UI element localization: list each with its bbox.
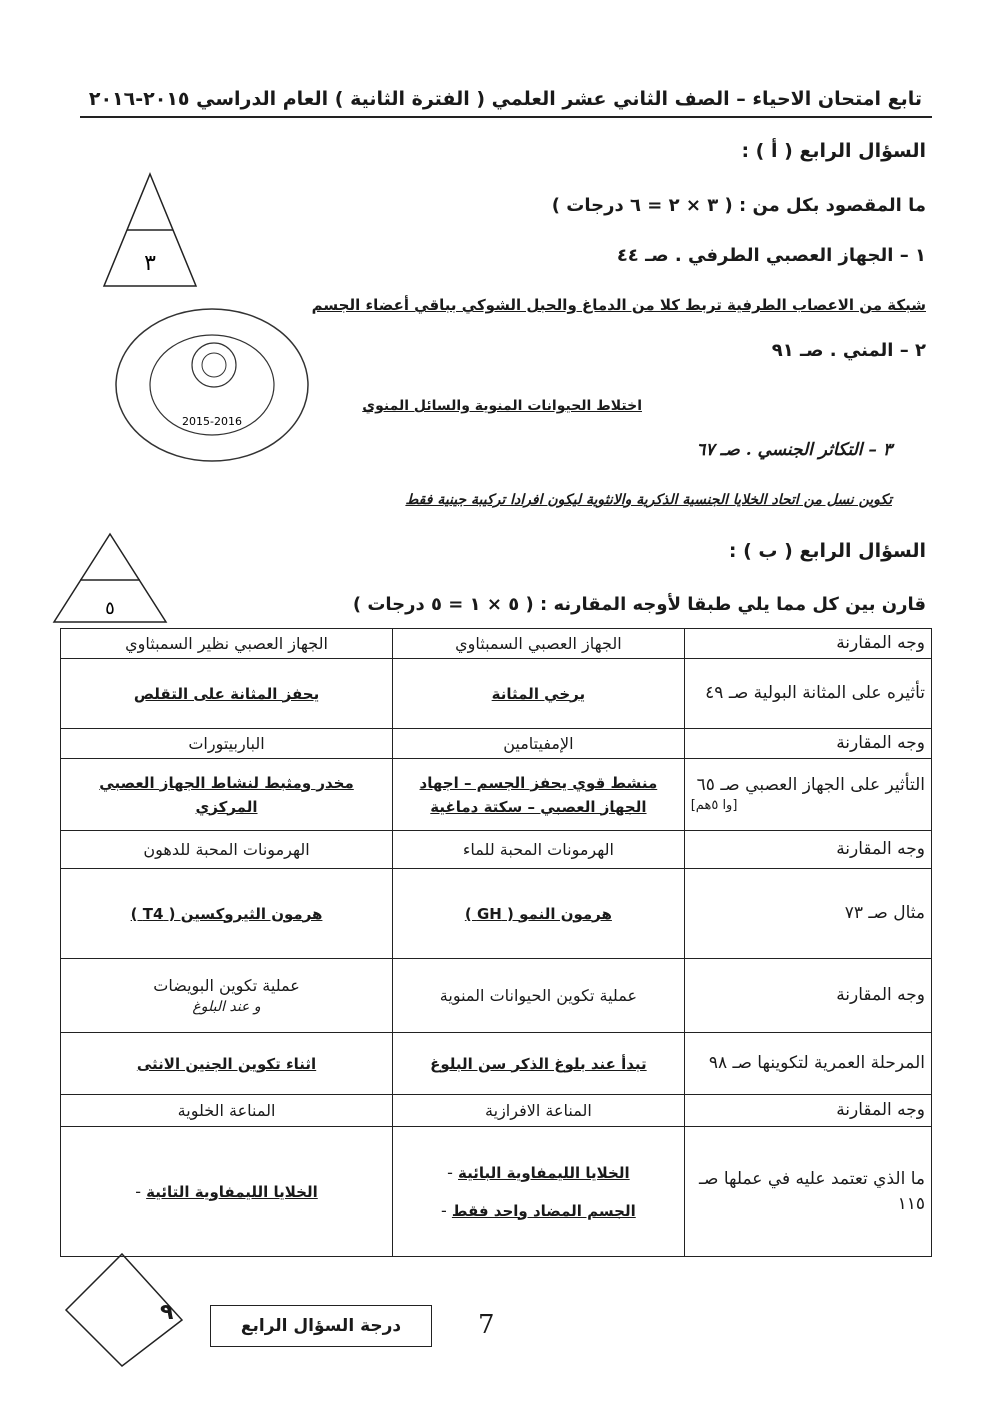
exam-header-title: تابع امتحان الاحياء – الصف الثاني عشر العلمي ( الفترة الثانية ) العام الدراسي ٢٠١٥-٢٠١٦: [88, 88, 922, 110]
table-cell: وجه المقارنة: [684, 729, 931, 759]
table-row: [61, 831, 932, 869]
table-row: [61, 959, 932, 1033]
table-answer: هرمون الثيروكسين ( T4 ): [130, 904, 323, 923]
table-answer: يحفز المثانة على التقلص: [133, 684, 320, 703]
question-a-instruction: ما المقصود بكل من : ( ٣ × ٢ = ٦ درجات ): [551, 195, 926, 216]
table-cell: وجه المقارنة: [684, 1095, 931, 1127]
handwritten-note: و عند البلوغ: [192, 998, 261, 1015]
table-cell: تأثيره على المثانة البولية صـ ٤٩: [684, 659, 931, 729]
question-b-instruction: قارن بين كل مما يلي طبقا لأوجه المقارنه : ( ٥ × ١ = ٥ درجات ): [352, 594, 926, 615]
school-seal: [112, 305, 312, 465]
question-score: ٩: [160, 1300, 174, 1325]
table-cell: المناعة الخلوية: [61, 1095, 393, 1127]
table-row: [61, 1095, 932, 1127]
question-a-item2: ٢ – المني . صـ ٩١: [771, 340, 926, 361]
question-b-title: السؤال الرابع ( ب ) :: [728, 540, 926, 562]
table-cell: الهرمونات المحبة للماء: [393, 831, 685, 869]
seal-year: 2015-2016: [182, 415, 242, 428]
question-a-answer3: تكوين نسل من اتحاد الخلايا الجنسية الذكرية والانثوية ليكون افرادا تركيبة جينية فقط: [405, 492, 892, 508]
question-a-answer1: شبكة من الاعصاب الطرفية تربط كلا من الدماغ والحبل الشوكي بباقي أعضاء الجسم: [311, 296, 926, 314]
handwritten-note: [وا ٥هم]: [690, 798, 738, 814]
page-number: 7: [478, 1310, 495, 1340]
table-cell: الإمفيتامين: [393, 729, 685, 759]
question-score-label: درجة السؤال الرابع: [210, 1305, 432, 1347]
table-answer: الخلايا الليمفاوية البائية: [458, 1163, 630, 1182]
table-row: [61, 869, 932, 959]
table-answer: تبدأ عند بلوغ الذكر سن البلوغ: [430, 1054, 647, 1073]
table-cell: وجه المقارنة: [684, 831, 931, 869]
question-a-answer2: اختلاط الحيوانات المنوية والسائل المنوي: [362, 398, 642, 414]
row-text: عملية تكوين البويضات: [153, 975, 300, 995]
table-cell: المرحلة العمرية لتكوينها صـ ٩٨: [684, 1033, 931, 1095]
score-mark-a: ٣: [144, 251, 156, 276]
table-cell: [61, 959, 393, 1033]
table-answer: الجسم المضاد واحد فقط: [451, 1201, 636, 1220]
table-row: [61, 659, 932, 729]
score-diamond: [62, 1250, 202, 1370]
table-row: [61, 629, 932, 659]
table-cell: الهرمونات المحبة للدهون: [61, 831, 393, 869]
row-label: التأثير على الجهاز العصبي صـ ٦٥: [696, 774, 925, 795]
table-row: ما الذي تعتمد عليه في عملها صـ ١١٥ الخلايا الليمفاوية البائية - الجسم المضاد واحد فقط - الخلايا الليمفاوية التائية -: [61, 1127, 932, 1257]
table-answer: يرخي المثانة: [491, 684, 586, 703]
table-answer: الخلايا الليمفاوية التائية: [146, 1182, 318, 1201]
table-cell: [684, 759, 931, 831]
score-mark-b: ٥: [105, 598, 115, 619]
comparison-table: [60, 628, 932, 1257]
table-cell: الجهاز العصبي السمبثاوي: [393, 629, 685, 659]
table-cell: الجهاز العصبي نظير السمبثاوي: [61, 629, 393, 659]
table-row: [61, 729, 932, 759]
score-triangle-a: [100, 170, 200, 290]
table-row: [61, 1033, 932, 1095]
table-cell: مثال صـ ٧٣: [684, 869, 931, 959]
table-cell: وجه المقارنة: [684, 629, 931, 659]
table-cell: المناعة الافرازية: [393, 1095, 685, 1127]
table-cell: الخلايا الليمفاوية البائية - الجسم المضاد واحد فقط -: [393, 1127, 685, 1257]
score-triangle-b: [50, 530, 170, 625]
table-answer: هرمون النمو ( GH ): [464, 904, 612, 923]
table-answer: منشط قوي يحفز الجسم – اجهاد الجهاز العصبي – سكتة دماغية: [419, 773, 658, 816]
table-cell: وجه المقارنة: [684, 959, 931, 1033]
table-answer: اثناء تكوين الجنين الانثى: [136, 1054, 317, 1073]
table-cell: ما الذي تعتمد عليه في عملها صـ ١١٥: [684, 1127, 931, 1257]
table-answer: مخدر ومثبط لنشاط الجهاز العصبي المركزي: [99, 773, 354, 816]
table-cell: الباربيتورات: [61, 729, 393, 759]
question-a-item3: ٣ – التكاثر الجنسي . صـ ٦٧: [696, 440, 892, 460]
question-a-item1: ١ – الجهاز العصبي الطرفي . صـ ٤٤: [616, 245, 926, 266]
header-divider: [80, 116, 932, 118]
question-a-title: السؤال الرابع ( أ ) :: [741, 140, 926, 162]
table-row: [61, 759, 932, 831]
table-cell: عملية تكوين الحيوانات المنوية: [393, 959, 685, 1033]
